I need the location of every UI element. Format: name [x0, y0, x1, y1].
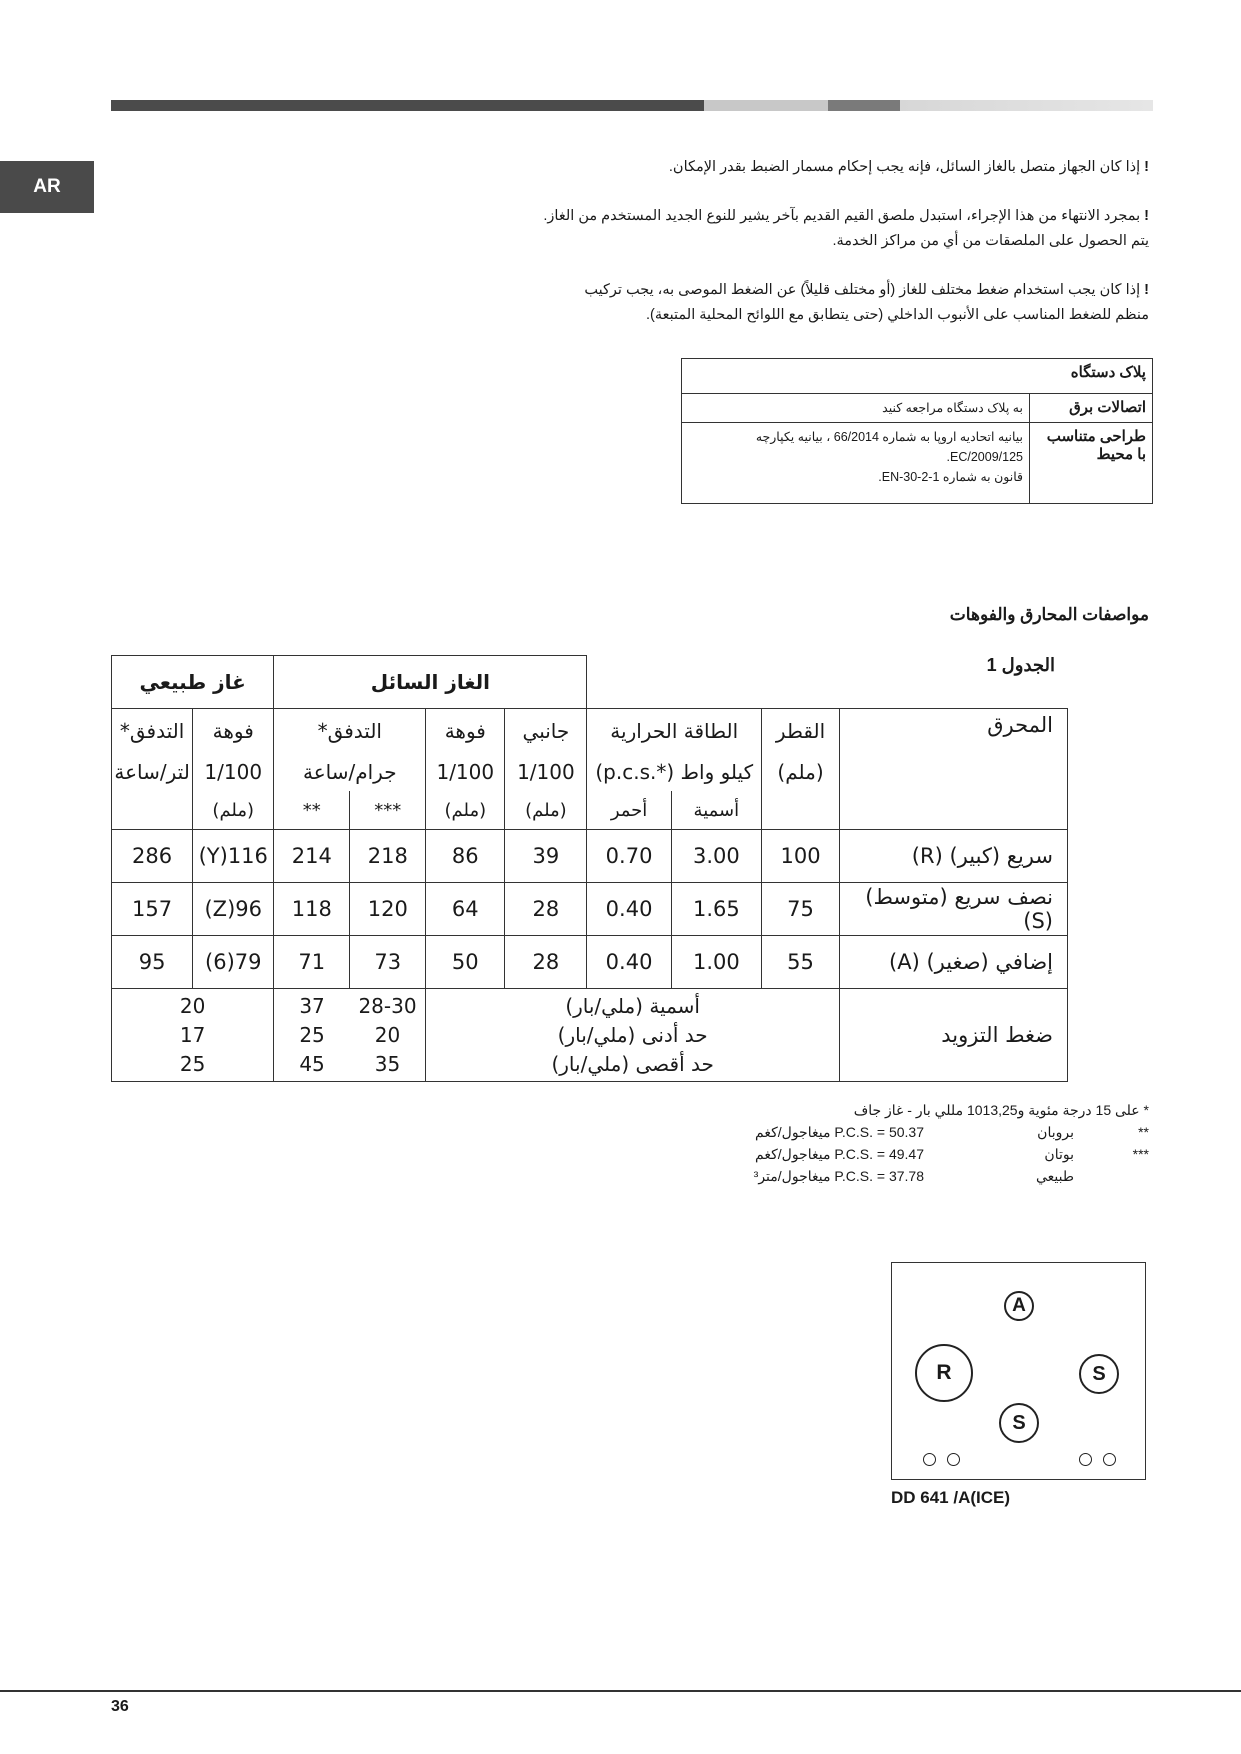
header-bypass-scale: 1/100	[505, 753, 587, 791]
reduced-cell: 0.70	[587, 830, 671, 883]
footnote-gas: بوتان	[1044, 1146, 1074, 1162]
pressure-value: 45	[299, 1051, 325, 1076]
nozzle-ng-cell: 116(Y)	[193, 830, 274, 883]
burner-s-icon: S	[999, 1403, 1039, 1443]
pressure-lpg-2	[274, 989, 350, 1082]
pressure-kind: أسمية (ملي/بار)	[565, 993, 700, 1018]
diameter-cell: 75	[762, 883, 840, 936]
pressure-row	[112, 989, 1068, 1082]
header-thermal: الطاقة الحرارية	[587, 709, 762, 754]
footnote-natural	[729, 1168, 1149, 1190]
flow-ng-cell: 157	[112, 883, 193, 936]
nominal-cell: 1.00	[671, 936, 761, 989]
burner-table	[111, 655, 1068, 1082]
flow-ng-cell: 95	[112, 936, 193, 989]
knob-icon	[1079, 1453, 1092, 1466]
nozzle-ng-cell: 79(6)	[193, 936, 274, 989]
paragraph-1	[669, 155, 1149, 180]
header-nozzle-ng-mm: (ملم)	[193, 791, 274, 830]
footnote-butane	[729, 1146, 1149, 1168]
table-row	[112, 830, 1068, 883]
footnote-gas: طبيعي	[1035, 1168, 1074, 1184]
flow-lpg-3-cell: 73	[350, 936, 426, 989]
pressure-value: 28-30	[358, 993, 417, 1018]
header-bar-dark	[111, 100, 704, 111]
plate-label-ecodesign: طراحی متناسب با محیط	[1030, 423, 1153, 504]
nozzle-lpg-cell: 64	[426, 883, 505, 936]
nozzle-ng-cell: 96(Z)	[193, 883, 274, 936]
table-row	[112, 936, 1068, 989]
paragraph-line: إذا كان الجهاز متصل بالغاز السائل، فإنه يجب إحكام مسمار الضبط بقدر الإمكان.	[668, 159, 1141, 175]
footnote-gas: بروبان	[1037, 1124, 1074, 1140]
paragraph-line: إذا كان يجب استخدام ضغط مختلف للغاز (أو مختلف قليلاً) عن الضغط الموصى به، يجب تركيب	[584, 282, 1141, 298]
header-thermal-unit: كيلو واط (*.p.c.s)	[587, 753, 762, 791]
bypass-cell: 39	[505, 830, 587, 883]
model-label: DD 641 /A(ICE)	[891, 1488, 1011, 1507]
header-nominal: أسمية	[671, 791, 761, 830]
flow-lpg-2-cell: 118	[274, 883, 350, 936]
pressure-value: 37	[299, 993, 325, 1018]
header-nozzle-lpg-mm: (ملم)	[426, 791, 505, 830]
burner-name: سريع (كبير) (R)	[840, 830, 1068, 883]
section-title: مواصفات المحارق والفوهات	[949, 605, 1149, 624]
plate-value-ecodesign	[682, 423, 1030, 504]
header-flow-lpg-unit: جرام/ساعة	[274, 753, 426, 791]
knob-icon	[923, 1453, 936, 1466]
flow-lpg-2-cell: 71	[274, 936, 350, 989]
footnote-mark: ***	[1132, 1146, 1149, 1162]
header-bar-fade	[900, 100, 1153, 111]
plate-title: پلاک دستگاه	[682, 359, 1153, 394]
header-flow-ng: التدفق*	[112, 709, 193, 754]
header-bypass-mm: (ملم)	[505, 791, 587, 830]
header-blank	[762, 791, 840, 830]
pressure-label: ضغط التزويد	[840, 989, 1068, 1082]
footnote-value: P.C.S. = 49.47 ميغاجول/كغم	[755, 1146, 924, 1162]
pressure-value: 20	[374, 1022, 401, 1047]
burner-a-icon: A	[1004, 1291, 1034, 1321]
burner-name: إضافي (صغير) (A)	[840, 936, 1068, 989]
appliance-plate-table	[681, 358, 1153, 504]
nominal-cell: 1.65	[671, 883, 761, 936]
header-burner: المحرق	[840, 709, 1068, 830]
pressure-lpg-3	[350, 989, 426, 1082]
reduced-cell: 0.40	[587, 936, 671, 989]
pressure-value: 35	[374, 1051, 401, 1076]
plate-value-line: بیانیه اتحادیه اروپا به شماره 66/2014 ، بیانیه یکپارچه	[755, 430, 1023, 444]
header-bar-mid	[828, 100, 900, 111]
flow-ng-cell: 286	[112, 830, 193, 883]
pressure-value: 25	[299, 1022, 325, 1047]
footnote-propane	[729, 1124, 1149, 1146]
paragraph-line: بمجرد الانتهاء من هذا الإجراء، استبدل ملصق القيم القديم بآخر يشير للنوع الجديد المستخدم من الغاز.	[543, 208, 1141, 224]
pressure-value: 20	[179, 993, 206, 1018]
plate-value-line: قانون به شماره EN-30-2-1.	[878, 470, 1023, 484]
header-diameter-unit: (ملم)	[762, 753, 840, 791]
footer-rule	[0, 1690, 1241, 1692]
pressure-value: 25	[179, 1051, 206, 1076]
flow-lpg-3-cell: 218	[350, 830, 426, 883]
reduced-cell: 0.40	[587, 883, 671, 936]
paragraph-2	[543, 204, 1149, 254]
header-bypass: جانبي	[505, 709, 587, 754]
footnote-value: P.C.S. = 50.37 ميغاجول/كغم	[755, 1124, 924, 1140]
language-tab: AR	[0, 161, 94, 213]
nozzle-lpg-cell: 86	[426, 830, 505, 883]
pressure-kind: حد أقصى (ملي/بار)	[551, 1051, 714, 1076]
warning-mark: !	[1144, 159, 1149, 175]
header-nozzle-lpg-scale: 1/100	[426, 753, 505, 791]
paragraph-3	[584, 278, 1149, 328]
knob-icon	[947, 1453, 960, 1466]
table-row	[112, 883, 1068, 936]
header-nozzle-lpg: فوهة	[426, 709, 505, 754]
header-flow-butane: **	[274, 791, 350, 830]
header-flow-ng-unit: لتر/ساعة	[112, 753, 193, 791]
hob-diagram	[891, 1262, 1146, 1480]
diameter-cell: 100	[762, 830, 840, 883]
group-natural-gas: غاز طبيعي	[112, 656, 274, 709]
page-number: 36	[111, 1698, 129, 1715]
footnote-value: P.C.S. = 37.78 ميغاجول/متر³	[753, 1168, 924, 1184]
warning-mark: !	[1144, 208, 1149, 224]
header-flow-lpg: التدفق*	[274, 709, 426, 754]
burner-name: نصف سريع (متوسط) (S)	[840, 883, 1068, 936]
header-reduced: أحمر	[587, 791, 671, 830]
footnote-mark: **	[1138, 1124, 1149, 1140]
header-nozzle-ng-scale: 1/100	[193, 753, 274, 791]
flow-lpg-2-cell: 214	[274, 830, 350, 883]
burner-s-icon: S	[1079, 1354, 1119, 1394]
plate-value-electrical: به پلاک دستگاه مراجعه کنید	[682, 394, 1030, 423]
pressure-kinds	[426, 989, 840, 1082]
group-lpg: الغاز السائل	[274, 656, 587, 709]
nominal-cell: 3.00	[671, 830, 761, 883]
paragraph-line: يتم الحصول على الملصقات من أي من مراكز الخدمة.	[832, 233, 1149, 249]
nozzle-lpg-cell: 50	[426, 936, 505, 989]
paragraph-line: منظم للضغط المناسب على الأنبوب الداخلي (حتى يتطابق مع اللوائح المحلية المتبعة).	[646, 307, 1149, 323]
header-flow-propane: ***	[350, 791, 426, 830]
header-diameter: القطر	[762, 709, 840, 754]
flow-lpg-3-cell: 120	[350, 883, 426, 936]
bypass-cell: 28	[505, 936, 587, 989]
plate-label-electrical: اتصالات برق	[1030, 394, 1153, 423]
header-flow-ng-blank	[112, 791, 193, 830]
pressure-ng	[112, 989, 274, 1082]
diameter-cell: 55	[762, 936, 840, 989]
header-bar-light	[704, 100, 828, 111]
footnotes	[729, 1102, 1149, 1190]
plate-value-line: 2009/125/EC.	[946, 450, 1023, 464]
table-spacer	[587, 656, 1068, 709]
bypass-cell: 28	[505, 883, 587, 936]
pressure-value: 17	[179, 1022, 206, 1047]
burner-r-icon: R	[915, 1344, 973, 1402]
table-caption: الجدول 1	[986, 655, 1055, 675]
warning-mark: !	[1144, 282, 1149, 298]
footnote-star: * على 15 درجة مئوية و1013,25 مللي بار - غاز جاف	[853, 1102, 1149, 1118]
header-nozzle-ng: فوهة	[193, 709, 274, 754]
knob-icon	[1103, 1453, 1116, 1466]
pressure-kind: حد أدنى (ملي/بار)	[557, 1022, 708, 1047]
